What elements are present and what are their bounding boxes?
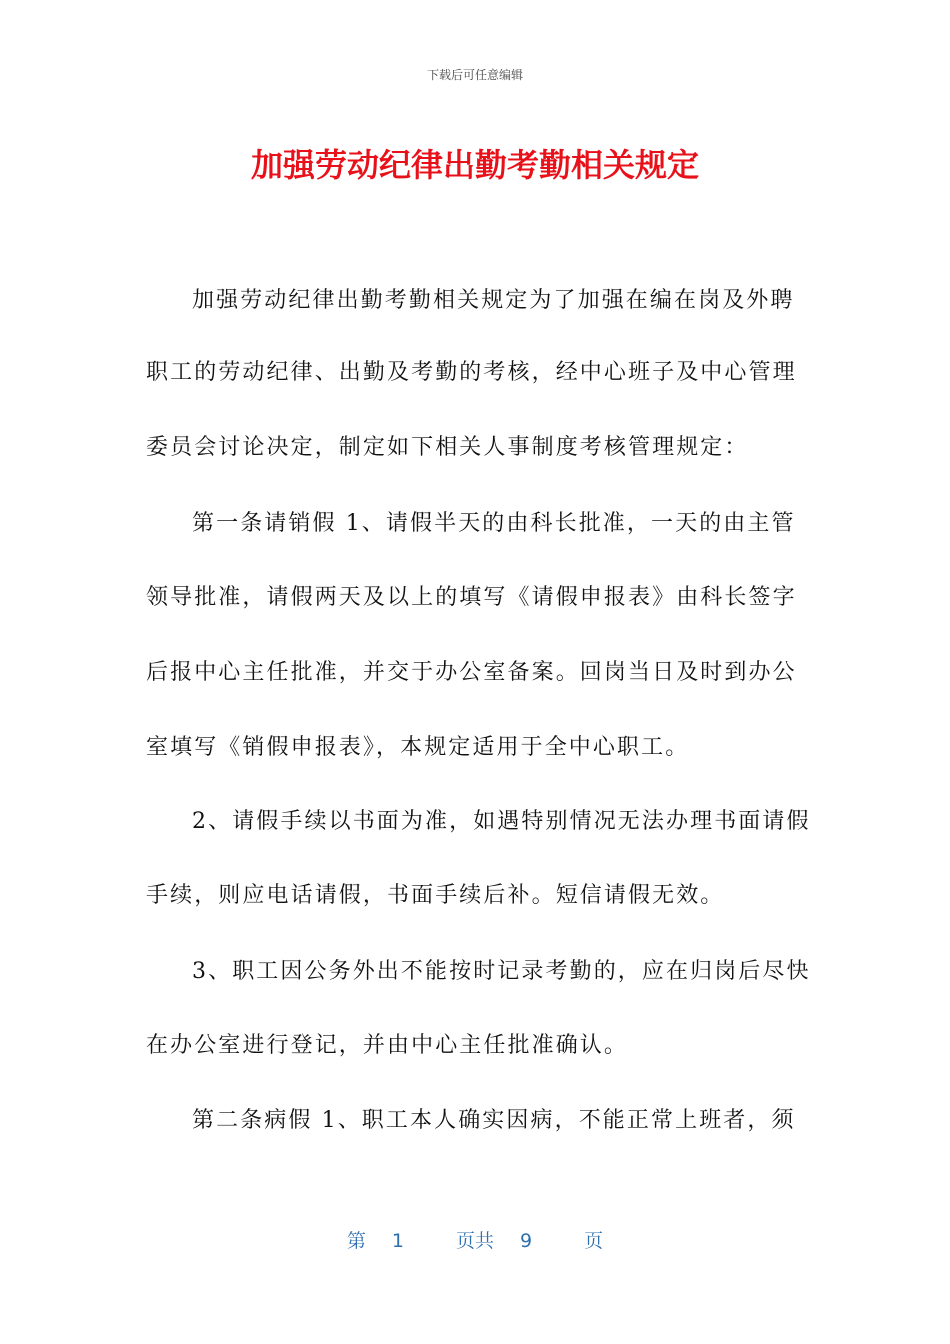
paragraph-line: 手续，则应电话请假，书面手续后补。短信请假无效。 [146,883,725,908]
paragraph-line: 委员会讨论决定，制定如下相关人事制度考核管理规定： [146,435,749,460]
paragraph-line: 室填写《销假申报表》，本规定适用于全中心职工。 [146,735,690,760]
paragraph-line: 加强劳动纪律出勤考勤相关规定为了加强在编在岗及外聘 [192,288,795,313]
paragraph-line: 在办公室进行登记，并由中心主任批准确认。 [146,1033,629,1058]
document-title: 加强劳动纪律出勤考勤相关规定 [250,146,699,184]
paragraph-line: 第二条病假 1、职工本人确实因病，不能正常上班者，须 [192,1108,796,1133]
paragraph-line: 2、请假手续以书面为准，如遇特别情况无法办理书面请假 [192,809,811,834]
paragraph-line: 职工的劳动纪律、出勤及考勤的考核，经中心班子及中心管理 [146,360,797,385]
paragraph-line: 第一条请销假 1、请假半天的由科长批准，一天的由主管 [192,511,796,536]
page-footer [0,1226,950,1253]
paragraph-line: 3、职工因公务外出不能按时记录考勤的，应在归岗后尽快 [192,959,811,984]
page-number: 1 [391,1230,404,1252]
page-mid: 页共 [455,1230,494,1252]
paragraph-line: 领导批准，请假两天及以上的填写《请假申报表》由科长签字 [146,585,797,610]
page-prefix: 第 [346,1230,366,1252]
paragraph-line: 后报中心主任批准，并交于办公室备案。回岗当日及时到办公 [146,660,797,685]
page-suffix: 页 [584,1230,604,1252]
total-pages: 9 [520,1230,533,1252]
header-note: 下载后可任意编辑 [426,68,523,82]
